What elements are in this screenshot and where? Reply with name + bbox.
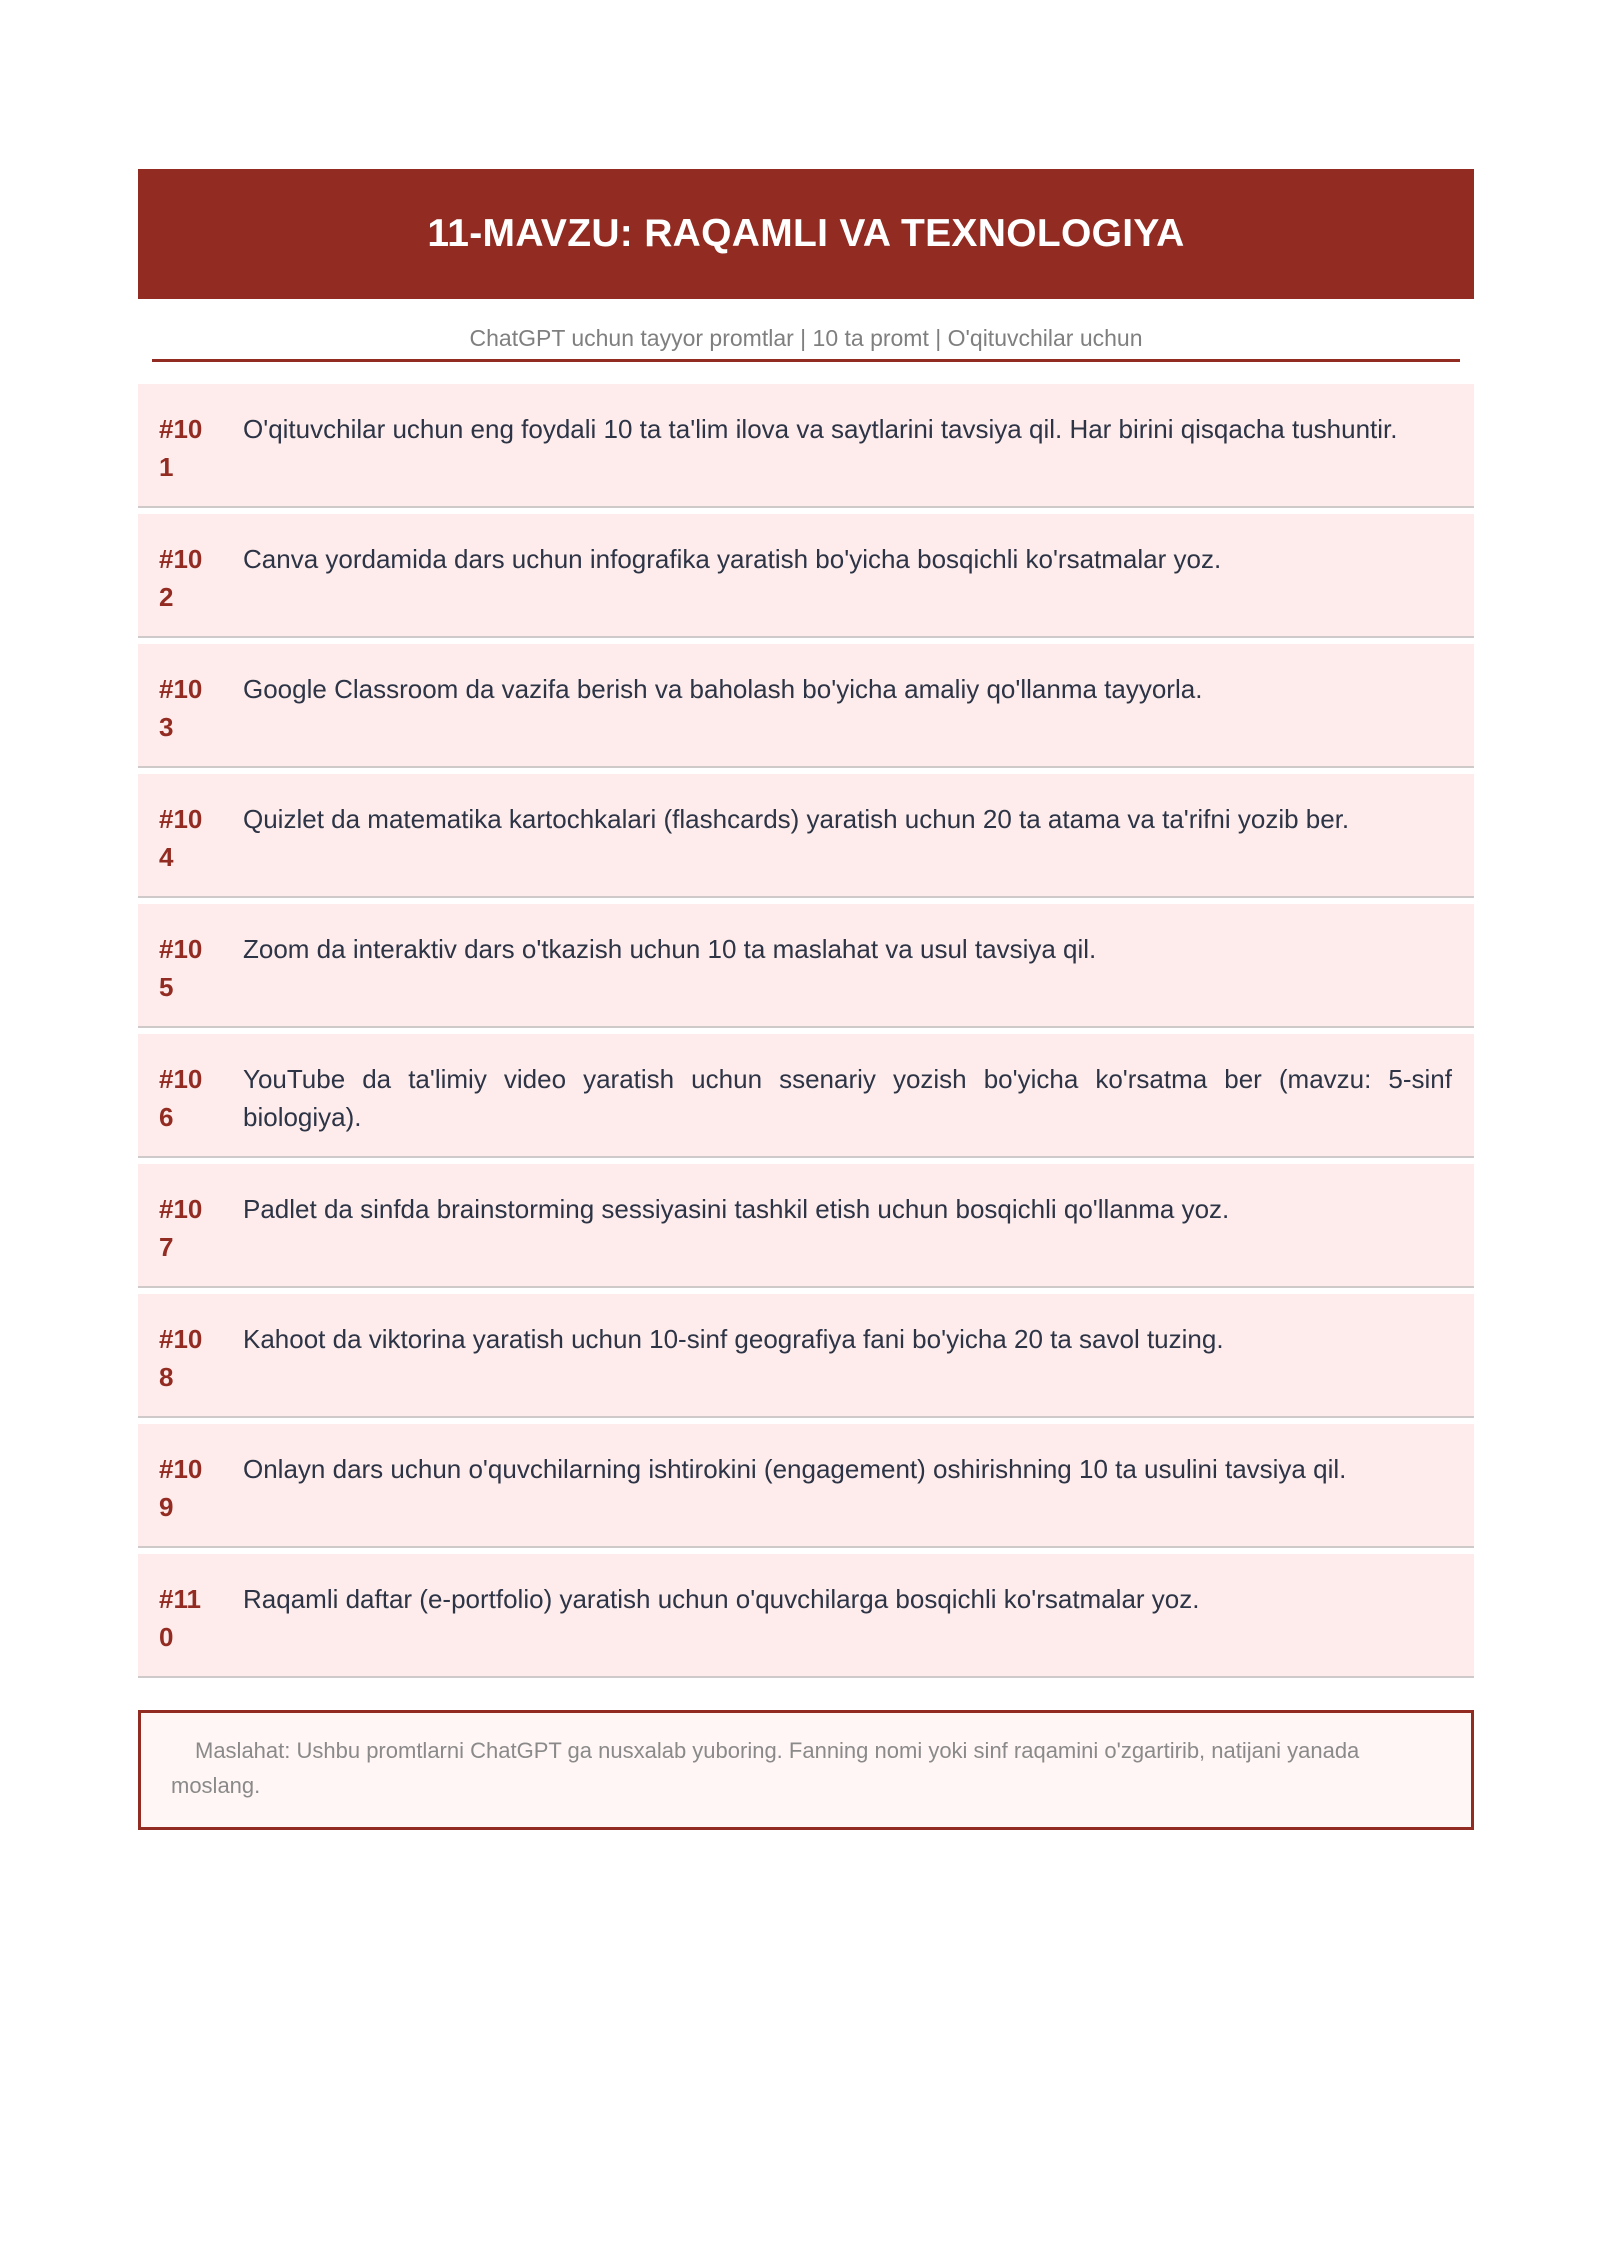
prompt-item-109 <box>138 1424 1474 1548</box>
prompt-number: #101 <box>159 414 203 482</box>
tip-text: Maslahat: Ushbu promtlarni ChatGPT ga nusxalab yuboring. Fanning nomi yoki sinf raqamini o'zgartirib, natijani yanada moslang. <box>171 1738 1360 1798</box>
prompt-item-106 <box>138 1034 1474 1158</box>
prompt-item-110 <box>138 1554 1474 1678</box>
prompt-number: #102 <box>159 544 203 612</box>
tip-box <box>138 1710 1474 1830</box>
document-page <box>138 169 1474 1830</box>
prompt-text: Zoom da interaktiv dars o'tkazish uchun 10 ta maslahat va usul tavsiya qil. <box>243 934 1097 964</box>
prompt-number: #110 <box>159 1584 201 1652</box>
prompt-item-108 <box>138 1294 1474 1418</box>
prompt-number: #106 <box>159 1064 203 1132</box>
prompt-number: #109 <box>159 1454 203 1522</box>
prompt-text: Canva yordamida dars uchun infografika yaratish bo'yicha bosqichli ko'rsatmalar yoz. <box>243 544 1222 574</box>
page-subtitle: ChatGPT uchun tayyor promtlar | 10 ta promt | O'qituvchilar uchun <box>152 299 1460 362</box>
prompt-text: Padlet da sinfda brainstorming sessiyasini tashkil etish uchun bosqichli qo'llanma yoz. <box>243 1194 1230 1224</box>
page-title: 11-MAVZU: RAQAMLI VA TEXNOLOGIYA <box>427 212 1185 255</box>
prompt-number: #107 <box>159 1194 203 1262</box>
prompt-list <box>138 384 1474 1678</box>
prompt-item-104 <box>138 774 1474 898</box>
prompt-number: #105 <box>159 934 203 1002</box>
prompt-text: YouTube da ta'limiy video yaratish uchun ssenariy yozish bo'yicha ko'rsatma ber (mavzu: 5-sinf biologiya). <box>243 1064 1452 1132</box>
title-banner <box>138 169 1474 299</box>
prompt-text: O'qituvchilar uchun eng foydali 10 ta ta'lim ilova va saytlarini tavsiya qil. Har birini qisqacha tushuntir. <box>243 414 1398 444</box>
prompt-text: Onlayn dars uchun o'quvchilarning ishtirokini (engagement) oshirishning 10 ta usulini tavsiya qil. <box>243 1454 1347 1484</box>
prompt-number: #103 <box>159 674 203 742</box>
prompt-item-107 <box>138 1164 1474 1288</box>
prompt-text: Raqamli daftar (e-portfolio) yaratish uchun o'quvchilarga bosqichli ko'rsatmalar yoz. <box>243 1584 1200 1614</box>
prompt-item-101 <box>138 384 1474 508</box>
prompt-item-105 <box>138 904 1474 1028</box>
prompt-text: Quizlet da matematika kartochkalari (flashcards) yaratish uchun 20 ta atama va ta'rifni yozib ber. <box>243 804 1350 834</box>
prompt-number: #108 <box>159 1324 203 1392</box>
prompt-text: Kahoot da viktorina yaratish uchun 10-sinf geografiya fani bo'yicha 20 ta savol tuzing. <box>243 1324 1224 1354</box>
prompt-text: Google Classroom da vazifa berish va baholash bo'yicha amaliy qo'llanma tayyorla. <box>243 674 1203 704</box>
prompt-item-102 <box>138 514 1474 638</box>
prompt-item-103 <box>138 644 1474 768</box>
prompt-number: #104 <box>159 804 203 872</box>
